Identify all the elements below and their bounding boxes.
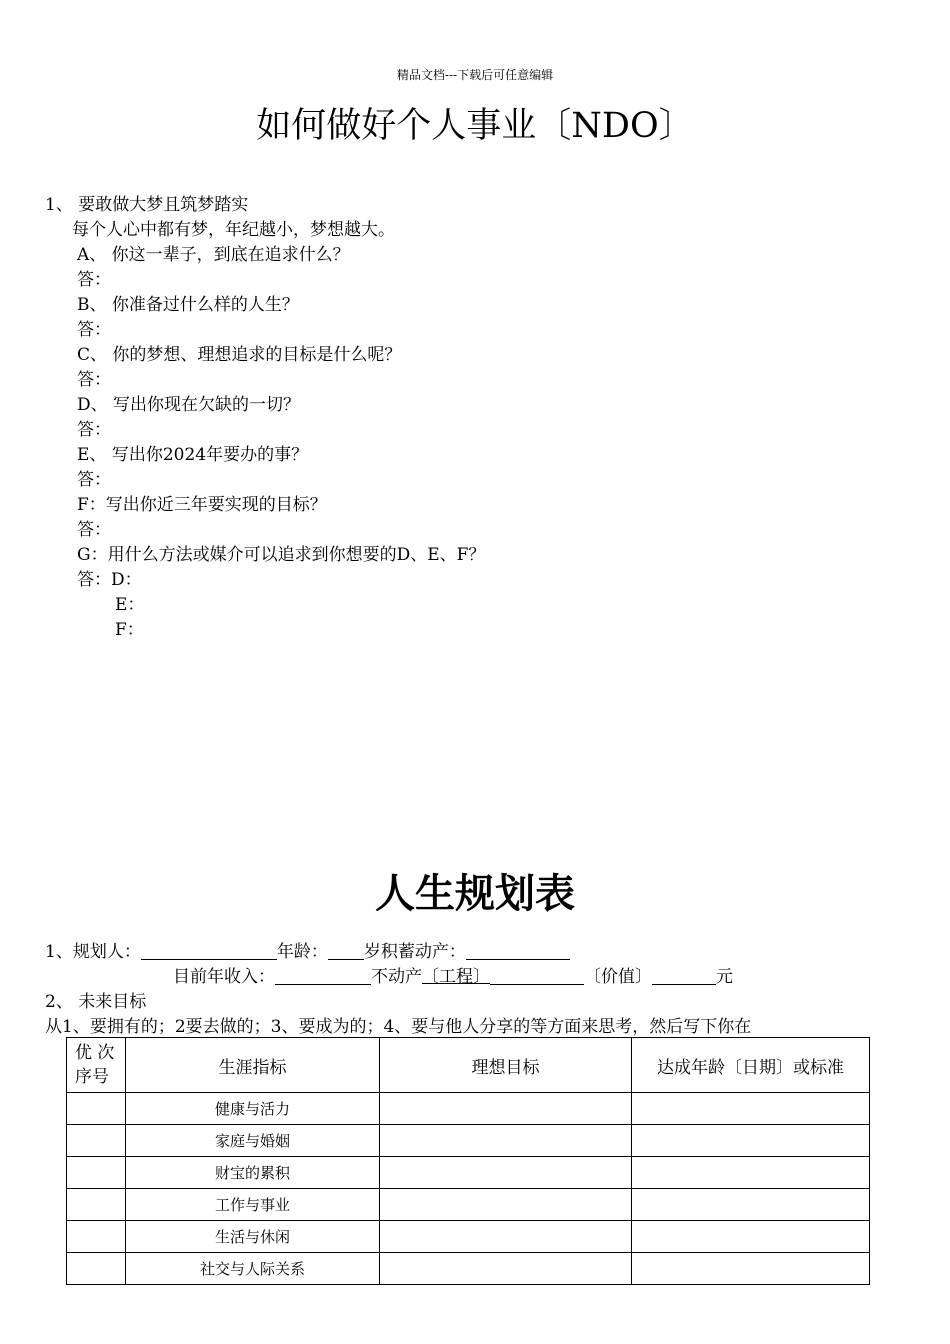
target-cell[interactable] [632,1093,870,1125]
question-g: G：用什么方法或媒介可以追求到你想要的D、E、F？ [77,545,486,565]
table-header-row [67,1038,870,1093]
question-a: A、 你这一辈子，到底在追求什么？ [77,245,350,265]
value-field[interactable] [652,966,716,985]
watermark: 精品文档---下载后可任意编辑 [396,68,554,82]
table-row [67,1221,870,1253]
answer-d: 答： [77,420,111,440]
savings-field[interactable] [466,941,570,960]
question-c: C、 你的梦想、理想追求的目标是什么呢？ [77,345,402,365]
target-cell[interactable] [632,1253,870,1285]
goal-cell[interactable] [380,1125,632,1157]
goal-cell[interactable] [380,1157,632,1189]
page-title: 如何做好个人事业〔NDO〕 [256,106,694,146]
header-career-indicator: 生涯指标 [126,1038,380,1093]
table-row [67,1189,870,1221]
life-plan-table [66,1037,870,1285]
answer-g: 答：D： [77,570,142,590]
question-b: B、 你准备过什么样的人生？ [77,295,299,315]
priority-cell[interactable] [67,1157,126,1189]
answer-b: 答： [77,320,111,340]
project-field[interactable] [490,966,584,985]
indicator-cell: 社交与人际关系 [126,1253,380,1285]
goal-cell[interactable] [380,1221,632,1253]
currency-unit: 元 [716,967,733,987]
indicator-cell: 财宝的累积 [126,1157,380,1189]
header-ideal-goal: 理想目标 [380,1038,632,1093]
question-e: E、 写出你2024年要办的事？ [77,445,309,465]
indicator-cell: 家庭与婚姻 [126,1125,380,1157]
indicator-cell: 健康与活力 [126,1093,380,1125]
answer-c: 答： [77,370,111,390]
answer-a: 答： [77,270,111,290]
age-label: 年龄： [276,942,328,962]
age-field[interactable] [328,941,364,960]
savings-label: 岁积蓄动产： [363,942,466,962]
goal-cell[interactable] [380,1093,632,1125]
target-cell[interactable] [632,1221,870,1253]
table-row [67,1253,870,1285]
income-row [173,965,733,990]
target-cell[interactable] [632,1189,870,1221]
income-field[interactable] [275,966,371,985]
project-label: 〔工程〕 [422,967,490,987]
priority-cell[interactable] [67,1253,126,1285]
priority-cell[interactable] [67,1093,126,1125]
goal-cell[interactable] [380,1253,632,1285]
question-f: F：写出你近三年要实现的目标？ [77,495,327,515]
question-d: D、 写出你现在欠缺的一切？ [77,395,301,415]
future-heading: 2、 未来目标 [45,992,147,1012]
real-estate-label: 不动产 [371,967,422,987]
answer-f: 答： [77,520,111,540]
answer-e: 答： [77,470,111,490]
answer-g-e: E： [115,595,145,615]
header-target-age: 达成年龄〔日期〕或标准 [632,1038,870,1093]
planner-label: 1、规划人： [45,942,141,962]
value-label: 〔价值〕 [584,967,652,987]
header-priority [67,1038,126,1093]
target-cell[interactable] [632,1157,870,1189]
header-priority-text: 优 次 序号 [75,1043,115,1087]
priority-cell[interactable] [67,1221,126,1253]
intro-text: 每个人心中都有梦，年纪越小，梦想越大。 [72,220,395,240]
target-cell[interactable] [632,1125,870,1157]
income-label: 目前年收入： [173,967,275,987]
planner-row [45,940,570,965]
planner-field[interactable] [141,941,277,960]
priority-cell[interactable] [67,1189,126,1221]
priority-cell[interactable] [67,1125,126,1157]
table-row [67,1093,870,1125]
section-heading: 1、 要敢做大梦且筑梦踏实 [45,195,249,215]
indicator-cell: 工作与事业 [126,1189,380,1221]
instruction-text: 从1、要拥有的；2要去做的；3、要成为的；4、要与他人分享的等方面来思考，然后写下你在 [45,1017,752,1037]
indicator-cell: 生活与休闲 [126,1221,380,1253]
table-row [67,1125,870,1157]
plan-title: 人生规划表 [375,871,575,917]
answer-g-f: F： [115,620,144,640]
table-row [67,1157,870,1189]
goal-cell[interactable] [380,1189,632,1221]
